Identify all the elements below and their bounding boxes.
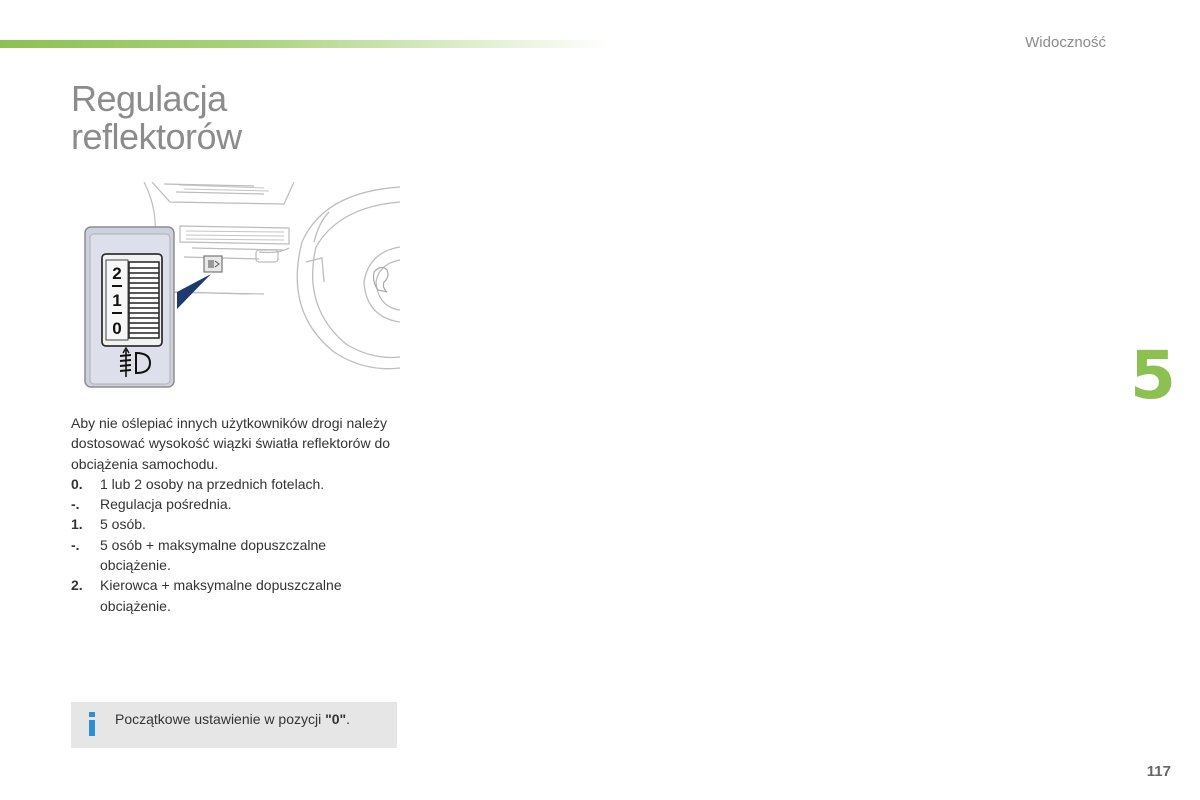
list-item (71, 535, 391, 576)
list-item-key: -. (71, 536, 80, 553)
list-item (71, 474, 391, 494)
position-list (71, 474, 391, 616)
page-title-line-1: Regulacja (71, 78, 227, 119)
list-item-text: 1 lub 2 osoby na przednich fotelach. (100, 475, 325, 492)
info-note (71, 702, 397, 748)
section-title: Widoczność (1025, 34, 1106, 51)
info-value: "0" (325, 711, 347, 727)
dial-label-2: 2 (112, 264, 122, 283)
list-item-text: 5 osób + maksymalne dopuszczalne obciążenie. (100, 536, 327, 574)
dashboard-switch-icon (204, 256, 222, 272)
intro-paragraph: Aby nie oślepiać innych użytkowników drogi należy dostosować wysokość wiązki światła reflektorów do obciążenia samochodu. (71, 415, 391, 472)
headlamp-dial-panel (85, 227, 174, 387)
list-item-text: Regulacja pośrednia. (100, 496, 232, 513)
headlamp-adjuster-illustration (84, 182, 400, 392)
info-text-before: Początkowe ustawienie w pozycji (115, 711, 326, 727)
list-item (71, 494, 391, 514)
dashboard-drawing (84, 182, 400, 392)
list-item (71, 514, 391, 534)
instructions-text (71, 413, 391, 616)
info-note-text (115, 711, 350, 727)
list-item-key: 0. (71, 475, 83, 492)
callout-pointer (177, 274, 211, 309)
page-title-line-2: reflektorów (71, 116, 242, 157)
dial-label-0: 0 (112, 319, 122, 338)
page-title (71, 80, 242, 156)
list-item-key: 2. (71, 577, 83, 594)
chapter-number: 5 (1130, 337, 1176, 414)
list-item-key: -. (71, 496, 80, 513)
list-item-text: 5 osób. (100, 516, 146, 533)
page-number: 117 (1146, 763, 1171, 780)
info-text-after: . (346, 711, 351, 727)
info-icon (86, 711, 98, 737)
list-item-text: Kierowca + maksymalne dopuszczalne obciążenie. (100, 577, 342, 614)
list-item-key: 1. (71, 516, 83, 533)
header-accent-bar (0, 40, 610, 48)
list-item (71, 575, 391, 616)
dial-label-1: 1 (112, 291, 122, 310)
